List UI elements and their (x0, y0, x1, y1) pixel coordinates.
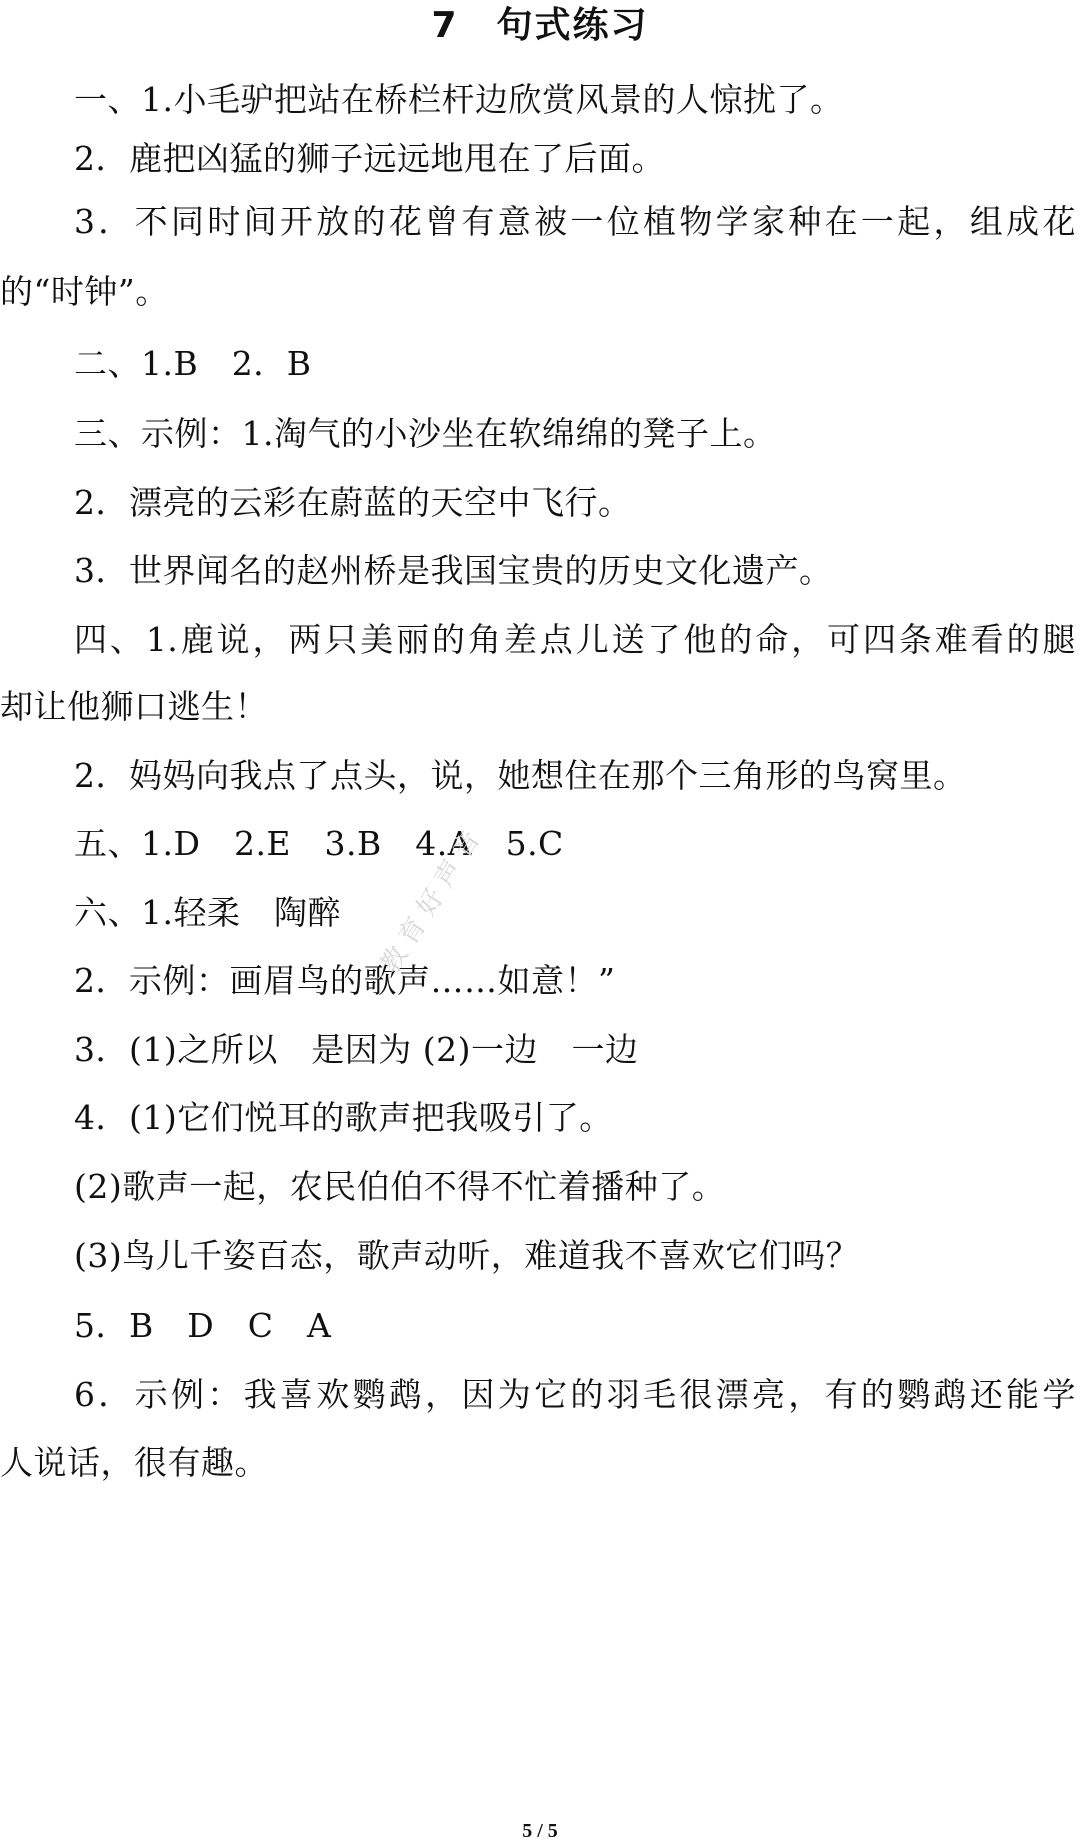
answer-line-6-2: 2．示例：画眉鸟的歌声……如意！” (74, 961, 616, 1000)
answer-line-6-6: 6．示例：我喜欢鹦鹉，因为它的羽毛很漂亮，有的鹦鹉还能学 (74, 1375, 1076, 1414)
answer-line-3-1: 三、示例：1.淘气的小沙坐在软绵绵的凳子上。 (74, 414, 777, 453)
answer-line-5: 五、1.D 2.E 3.B 4.A 5.C (74, 824, 564, 863)
answer-line-4-1: 四、1.鹿说，两只美丽的角差点儿送了他的命，可四条难看的腿 (74, 620, 1076, 659)
answer-line-1-3-continued: 的“时钟”。 (0, 272, 169, 311)
answer-line-1-1: 一、1.小毛驴把站在桥栏杆边欣赏风景的人惊扰了。 (74, 80, 844, 119)
answer-line-6-6-continued: 人说话，很有趣。 (0, 1443, 268, 1482)
answer-line-6-4-3: (3)鸟儿千姿百态，歌声动听，难道我不喜欢它们吗？ (74, 1236, 860, 1275)
answer-line-1-2: 2．鹿把凶猛的狮子远远地甩在了后面。 (74, 139, 665, 178)
page-number: 5 / 5 (522, 1820, 558, 1842)
answer-line-1-3: 3．不同时间开放的花曾有意被一位植物学家种在一起，组成花 (74, 202, 1076, 241)
answer-line-6-4-2: (2)歌声一起，农民伯伯不得不忙着播种了。 (74, 1167, 726, 1206)
answer-line-6-4-1: 4．(1)它们悦耳的歌声把我吸引了。 (74, 1098, 613, 1137)
answer-line-2: 二、1.B 2．B (74, 344, 312, 383)
answer-line-4-2: 2．妈妈向我点了点头，说，她想住在那个三角形的鸟窝里。 (74, 756, 967, 795)
page-title: 7 句式练习 (431, 5, 649, 46)
answer-line-6-1: 六、1.轻柔 陶醉 (74, 893, 341, 932)
answer-line-3-2: 2．漂亮的云彩在蔚蓝的天空中飞行。 (74, 483, 632, 522)
answer-line-6-3: 3．(1)之所以 是因为 (2)一边 一边 (74, 1030, 639, 1069)
answer-line-4-1-continued: 却让他狮口逃生！ (0, 687, 268, 726)
watermark: 教育好声音 (375, 818, 491, 980)
answer-line-6-5: 5．B D C A (74, 1306, 332, 1345)
answer-line-3-3: 3．世界闻名的赵州桥是我国宝贵的历史文化遗产。 (74, 551, 833, 590)
